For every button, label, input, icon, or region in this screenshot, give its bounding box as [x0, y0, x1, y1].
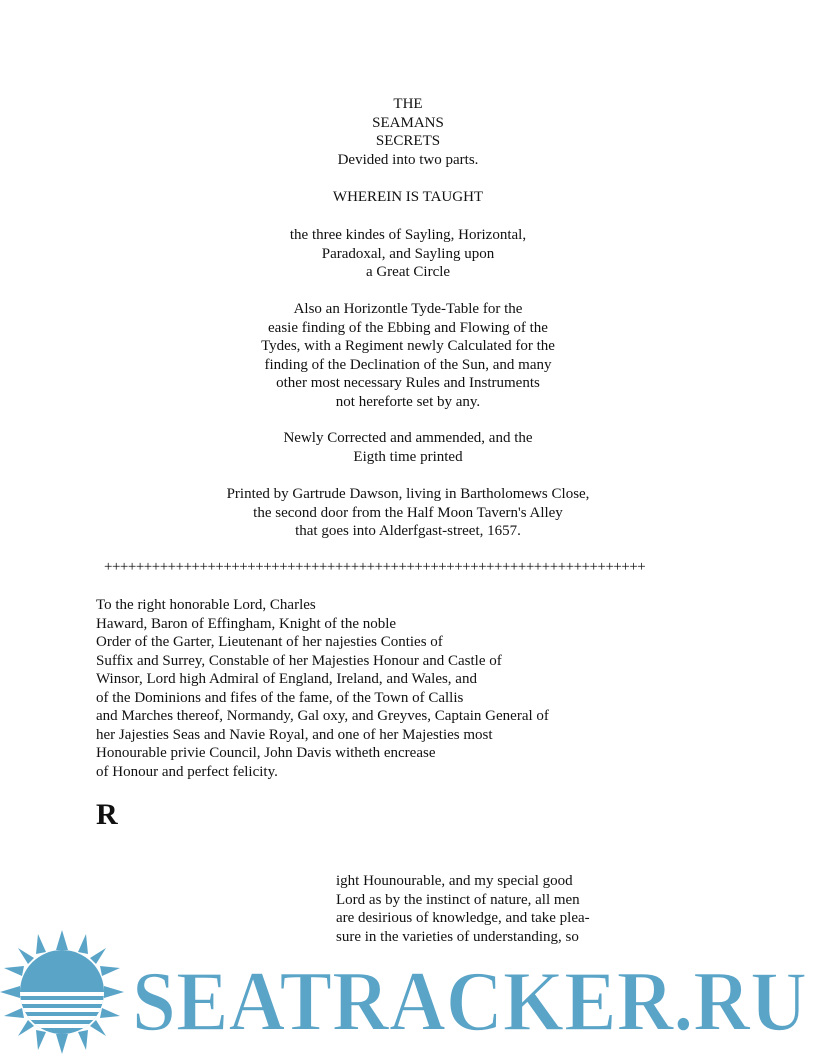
text-line: Printed by Gartrude Dawson, living in Bartholomews Close,	[226, 486, 590, 502]
plus-separator: ++++++++++++++++++++++++++++++++++++++++++++++++++++++++++++++++++++	[104, 559, 646, 575]
text-line: other most necessary Rules and Instruments	[276, 375, 540, 391]
text-line: that goes into Alderfgast-street, 1657.	[295, 523, 521, 539]
watermark	[0, 930, 816, 1056]
text-line: Order of the Garter, Lieutenant of her najesties Conties of	[96, 634, 443, 650]
text-line: of Honour and perfect felicity.	[96, 763, 278, 780]
text-line: of the Dominions and fifes of the fame, of the Town of Callis	[96, 689, 464, 706]
text-line: Suffix and Surrey, Constable of her Majesties Honour and Castle of	[96, 652, 502, 669]
title-line: SECRETS	[375, 133, 441, 149]
text-line: Winsor, Lord high Admiral of England, Ireland, and Wales, and	[96, 671, 477, 687]
sun-icon	[0, 930, 124, 1054]
text-line: the three kindes of Sayling, Horizontal,	[289, 227, 527, 243]
sailing-paragraph	[0, 226, 816, 282]
title-block	[0, 95, 816, 169]
tyde-table-paragraph	[0, 300, 816, 411]
text-line: Tydes, with a Regiment newly Calculated for the	[261, 338, 555, 354]
text-line: Haward, Baron of Effingham, Knight of the noble	[96, 615, 397, 632]
dedication-paragraph	[96, 596, 549, 781]
text-line: and Marches thereof, Normandy, Gal oxy, and Greyves, Captain General of	[96, 708, 549, 724]
subtitle-line: Devided into two parts.	[337, 151, 479, 168]
text-line: To the right honorable Lord, Charles	[96, 597, 316, 613]
text-line: easie finding of the Ebbing and Flowing of the	[268, 319, 548, 336]
text-line: Paradoxal, and Sayling upon	[321, 245, 495, 262]
edition-paragraph	[0, 429, 816, 466]
drop-cap: R	[96, 798, 118, 831]
text-line: ight Hounourable, and my special good	[336, 873, 573, 889]
imprint-paragraph	[0, 485, 816, 541]
text-line: Lord as by the instinct of nature, all men	[336, 891, 580, 908]
text-line: her Jajesties Seas and Navie Royal, and one of her Majesties most	[96, 726, 493, 743]
text-line: finding of the Declination of the Sun, and many	[264, 356, 552, 373]
text-line: are desirious of knowledge, and take plea-	[336, 910, 590, 926]
title-line: THE	[393, 96, 423, 112]
wherein-heading	[0, 188, 816, 207]
text-line: not hereforte set by any.	[335, 393, 481, 410]
text-line: Newly Corrected and ammended, and the	[283, 430, 533, 446]
text-line: sure in the varieties of understanding, so	[336, 928, 579, 945]
text-line: Also an Horizontle Tyde-Table for the	[293, 301, 523, 317]
text-line: a Great Circle	[365, 264, 451, 280]
heading-line: WHEREIN IS TAUGHT	[332, 189, 484, 205]
watermark-text: SEATRACKER.RU	[132, 953, 807, 1049]
text-line: Eigth time printed	[353, 448, 463, 465]
text-line: the second door from the Half Moon Tavern's Alley	[253, 504, 563, 521]
title-line: SEAMANS	[372, 114, 444, 131]
text-line: Honourable privie Council, John Davis witheth encrease	[96, 745, 436, 761]
